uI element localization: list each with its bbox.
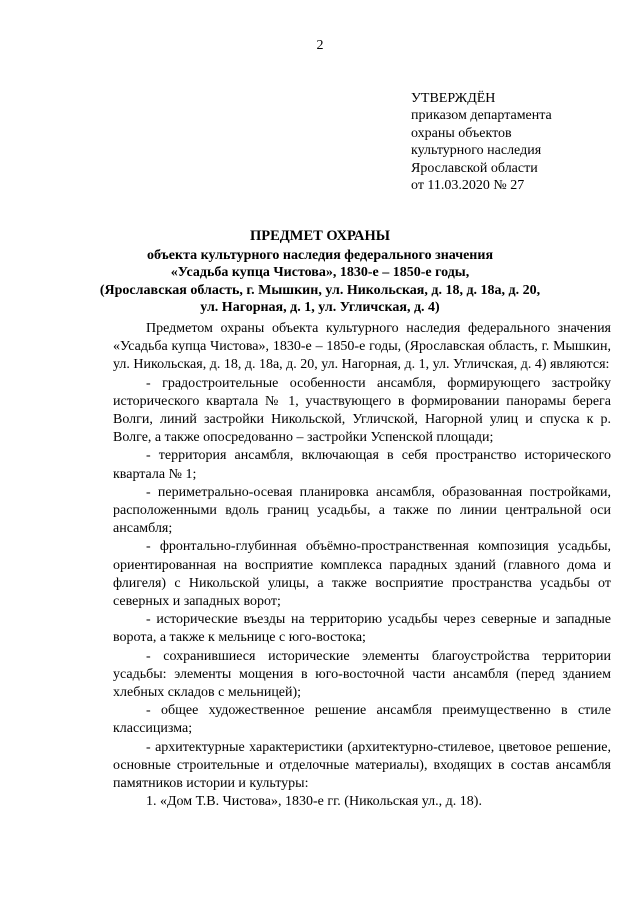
page-number: 2 <box>316 38 324 53</box>
body-paragraph: - периметрально-осевая планировка ансамбля, образованная постройками, расположенными вдоль границ усадьбы, а также по линии центральной оси ансамбля; <box>113 484 611 537</box>
approval-line: культурного наследия <box>411 143 542 159</box>
heading-line: объекта культурного наследия федерального значения <box>146 247 494 263</box>
approval-line: приказом департамента <box>411 108 552 124</box>
heading-line: «Усадьба купца Чистова», 1830-е – 1850-е годы, <box>170 265 470 281</box>
body-paragraph: - территория ансамбля, включающая в себя пространство исторического квартала № 1; <box>113 448 611 482</box>
document-body <box>113 320 611 811</box>
approval-line: от 11.03.2020 № 27 <box>411 178 525 194</box>
approval-stamp <box>411 90 621 194</box>
approval-line: УТВЕРЖДЁН <box>411 91 496 106</box>
body-paragraph: - градостроительные особенности ансамбля, формирующего застройку исторического квартала № 1, участвующего в формировании панорамы берега Волги, линий застройки Никольской, Угличской, Нагорной улиц и спуска к р. Волге, а также опосредованно – застройки Успенской площади; <box>113 375 611 446</box>
body-paragraph: - архитектурные характеристики (архитектурно-стилевое, цветовое решение, основные строительные и отделочные материалы), входящих в состав ансамбля памятников истории и культуры: <box>113 739 611 792</box>
heading-line: (Ярославская область, г. Мышкин, ул. Никольская, д. 18, д. 18а, д. 20, <box>99 282 541 298</box>
document-heading <box>80 228 560 317</box>
heading-line: ул. Нагорная, д. 1, ул. Угличская, д. 4) <box>200 300 440 316</box>
approval-line: охраны объектов <box>411 125 512 141</box>
body-paragraph: - сохранившиеся исторические элементы благоустройства территории усадьбы: элементы мощения в юго-восточной части ансамбля (перед зданием хлебных складов с мельницей); <box>113 648 611 701</box>
body-paragraph: - исторические въезды на территорию усадьбы через северные и западные ворота, а также к мельнице с юго-востока; <box>113 612 611 646</box>
body-paragraph: 1. «Дом Т.В. Чистова», 1830-е гг. (Никольская ул., д. 18). <box>146 794 482 810</box>
body-paragraph: - фронтально-глубинная объёмно-пространственная композиция усадьбы, ориентированная на восприятие комплекса парадных зданий (главного дома и флигеля) с Никольской улицы, а также восприятие пространства усадьбы от северных и западных ворот; <box>113 539 611 610</box>
approval-line: Ярославской области <box>411 160 538 176</box>
body-paragraph: Предметом охраны объекта культурного наследия федерального значения «Усадьба купца Чистова», 1830-е – 1850-е годы, (Ярославская область, г. Мышкин, ул. Никольская, д. 18, д. 18а, д. 20, ул. Нагорная, д. 1, ул. Угличская, д. 4) являются: <box>113 321 611 373</box>
body-paragraph: - общее художественное решение ансамбля преимущественно в стиле классицизма; <box>113 703 611 737</box>
document-title: ПРЕДМЕТ ОХРАНЫ <box>249 228 391 244</box>
